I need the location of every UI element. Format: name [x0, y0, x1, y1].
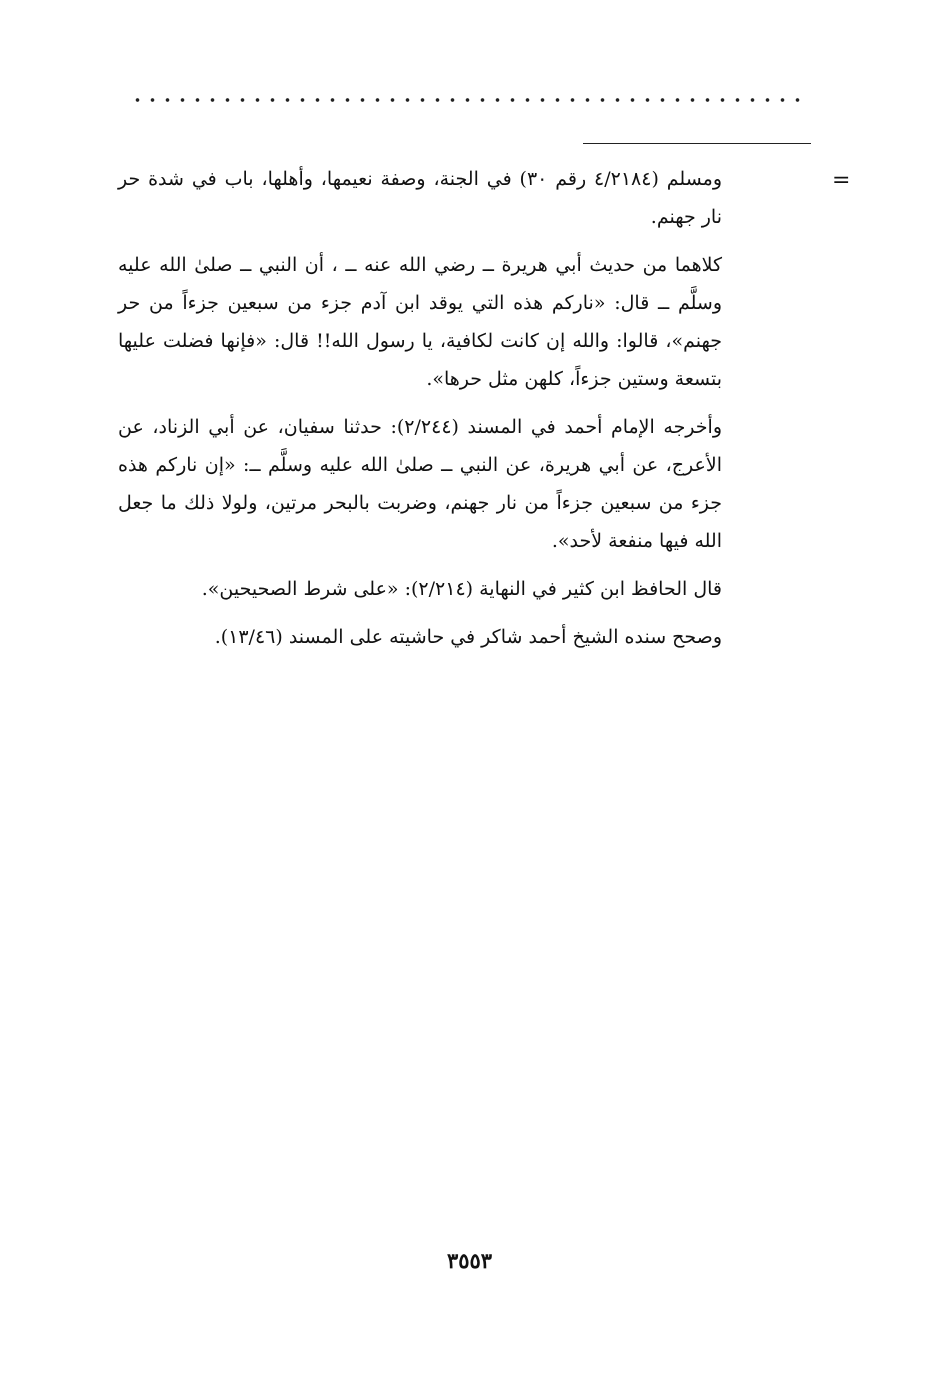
footnote-paragraph: كلاهما من حديث أبي هريرة ــ رضي الله عنه ــ ، أن النبي ــ صلىٰ الله عليه وسلَّم ــ قال: «ناركم هذه التي يوقد ابن آدم جزء من سبعين جزءاً من حر جهنم»، قالوا: والله إن كانت لكافية، يا رسول الله!! قال: «فإنها فضلت عليها بتسعة وستين جزءاً، كلهن مثل حرها».: [118, 254, 722, 390]
footnote-paragraph: وأخرجه الإمام أحمد في المسند (٢/٢٤٤): حدثنا سفيان، عن أبي الزناد، عن الأعرج، عن أبي هريرة، عن النبي ــ صلىٰ الله عليه وسلَّم ــ: «إن ناركم هذه جزء من سبعين جزءاً من نار جهنم، وضربت بالبحر مرتين، ولولا ذلك ما جعل الله فيها منفعة لأحد».: [118, 416, 722, 552]
footnote-paragraph: وصحح سنده الشيخ أحمد شاكر في حاشيته على المسند (١٣/٤٦).: [214, 626, 722, 648]
continuation-mark: =: [832, 168, 851, 193]
footnote-paragraph: ومسلم (٤/٢١٨٤ رقم ٣٠) في الجنة، وصفة نعيمها، وأهلها، باب في شدة حر نار جهنم.: [118, 168, 722, 228]
footnote-paragraph: قال الحافظ ابن كثير في النهاية (٢/٢١٤): «على شرط الصحيحين».: [201, 578, 722, 600]
footnote-body: [118, 160, 722, 666]
page-number: ٣٥٥٣: [446, 1248, 493, 1273]
dotted-separator: [130, 98, 810, 102]
footnote-rule: [583, 143, 811, 144]
